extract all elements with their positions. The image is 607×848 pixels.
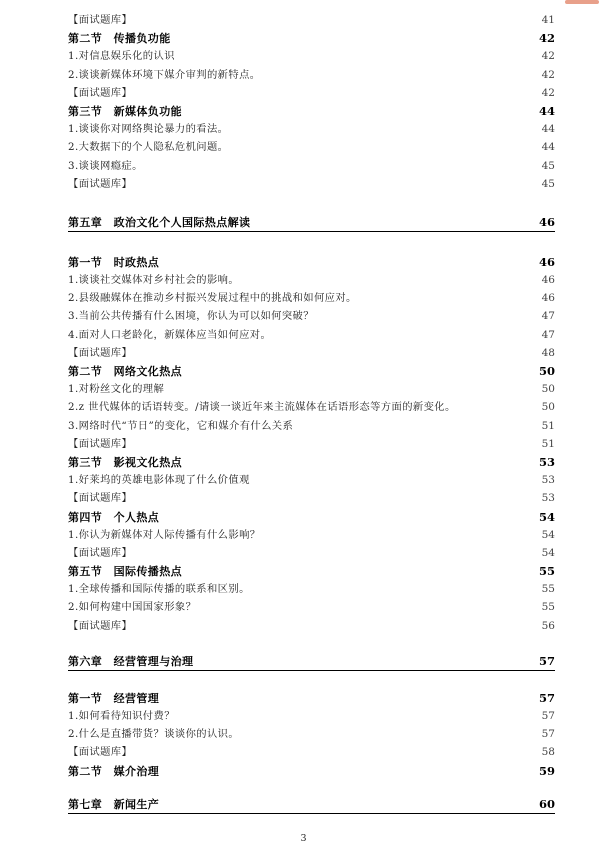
- toc-entry-page: 47: [541, 328, 555, 341]
- toc-entry-page: 53: [538, 454, 555, 469]
- toc-item-entry[interactable]: [68, 435, 555, 453]
- toc-item-entry[interactable]: [68, 380, 555, 398]
- toc-entry-title: 第三节 新媒体负功能: [68, 104, 182, 118]
- toc-item-entry[interactable]: [68, 743, 555, 761]
- toc-entry-page: 54: [541, 528, 555, 541]
- header-decoration: [565, 0, 599, 4]
- toc-entry-title: 3.当前公共传播有什么困境，你认为可以如何突破？: [68, 310, 314, 323]
- toc-entry-title: 【面试题库】: [68, 437, 133, 450]
- toc-entry-title: 4.面对人口老龄化，新媒体应当如何应对。: [68, 328, 272, 341]
- toc-entry-page: 54: [541, 546, 555, 559]
- toc-item-entry[interactable]: [68, 289, 555, 307]
- toc-entry-page: 56: [541, 619, 555, 632]
- toc-entry-title: 2.大数据下的个人隐私危机问题。: [68, 141, 229, 154]
- toc-item-entry[interactable]: [68, 344, 555, 362]
- page-number: 3: [300, 833, 307, 844]
- toc-item-entry[interactable]: [68, 471, 555, 489]
- toc-entry-page: 50: [541, 383, 555, 396]
- toc-item-entry[interactable]: [68, 398, 555, 416]
- toc-section-entry[interactable]: [68, 562, 555, 580]
- toc-item-entry[interactable]: [68, 120, 555, 138]
- toc-entry-title: 【面试题库】: [68, 619, 133, 632]
- spacer: [68, 193, 555, 214]
- toc-entry-title: 第一节 经营管理: [68, 691, 160, 705]
- toc-entry-title: 【面试题库】: [68, 14, 133, 26]
- toc-entry-page: 47: [541, 310, 555, 323]
- toc-entry-page: 50: [541, 401, 555, 414]
- toc-entry-page: 55: [538, 564, 555, 579]
- spacer: [68, 635, 555, 653]
- toc-entry-title: 第五章 政治文化个人国际热点解读: [68, 215, 251, 229]
- toc-entry-page: 48: [541, 346, 555, 359]
- toc-entry-page: 46: [541, 274, 555, 287]
- toc-entry-title: 1.全球传播和国际传播的联系和区别。: [68, 583, 250, 596]
- toc-section-entry[interactable]: [68, 453, 555, 471]
- toc-entry-page: 53: [541, 492, 555, 505]
- toc-entry-title: 1.谈谈你对网络舆论暴力的看法。: [68, 123, 229, 136]
- toc-entry-page: 46: [538, 254, 555, 269]
- toc-entry-page: 58: [541, 746, 555, 759]
- toc-entry-page: 51: [541, 437, 555, 450]
- toc-section-entry[interactable]: [68, 102, 555, 120]
- toc-entry-page: 44: [541, 141, 555, 154]
- toc-section-entry[interactable]: [68, 362, 555, 380]
- toc-item-entry[interactable]: [68, 598, 555, 616]
- toc-item-entry[interactable]: [68, 326, 555, 344]
- toc-item-entry[interactable]: [68, 84, 555, 102]
- toc-entry-title: 1.好莱坞的英雄电影体现了什么价值观: [68, 474, 250, 487]
- toc-entry-page: 41: [541, 14, 555, 26]
- toc-entry-title: 第四节 个人热点: [68, 510, 160, 524]
- toc-entry-page: 59: [538, 763, 555, 778]
- toc-item-entry[interactable]: [68, 526, 555, 544]
- toc-chapter-entry[interactable]: [68, 796, 555, 814]
- toc-section-entry[interactable]: [68, 29, 555, 47]
- toc-entry-title: 2.县级融媒体在推动乡村振兴发展过程中的挑战和如何应对。: [68, 292, 357, 305]
- toc-entry-page: 44: [541, 123, 555, 136]
- toc-entry-title: 【面试题库】: [68, 492, 133, 505]
- toc-entry-title: 第二节 媒介治理: [68, 764, 160, 778]
- toc-section-entry[interactable]: [68, 689, 555, 707]
- toc-item-entry[interactable]: [68, 725, 555, 743]
- toc-item-entry[interactable]: [68, 138, 555, 156]
- toc-entry-page: 42: [541, 50, 555, 63]
- toc-item-entry[interactable]: [68, 157, 555, 175]
- toc-entry-title: 1.对信息娱乐化的认识: [68, 50, 175, 63]
- toc-entry-page: 54: [538, 509, 555, 524]
- toc-item-entry[interactable]: [68, 271, 555, 289]
- toc-entry-page: 57: [541, 728, 555, 741]
- toc-entry-title: 2.z 世代媒体的话语转变。/请谈一谈近年来主流媒体在话语形态等方面的新变化。: [68, 401, 456, 414]
- toc-entry-title: 1.如何看待知识付费？: [68, 710, 175, 722]
- toc-entry-page: 42: [541, 86, 555, 99]
- toc-item-entry[interactable]: [68, 489, 555, 507]
- toc-item-entry[interactable]: [68, 580, 555, 598]
- spacer: [68, 232, 555, 253]
- toc-entry-title: 第六章 经营管理与治理: [68, 654, 194, 668]
- toc-entry-title: 第五节 国际传播热点: [68, 565, 182, 579]
- toc-entry-page: 50: [538, 364, 555, 378]
- toc-entry-title: 1.对粉丝文化的理解: [68, 383, 165, 396]
- toc-entry-page: 44: [538, 103, 555, 118]
- toc-entry-page: 46: [538, 214, 555, 229]
- toc-entry-title: 第三节 影视文化热点: [68, 455, 182, 469]
- toc-entry-title: 第二节 网络文化热点: [68, 365, 182, 378]
- spacer: [68, 671, 555, 689]
- toc-entry-page: 55: [541, 601, 555, 614]
- toc-entry-title: 【面试题库】: [68, 546, 133, 559]
- toc-entry-title: 【面试题库】: [68, 86, 133, 99]
- toc-entry-page: 60: [538, 796, 555, 811]
- toc-entry-page: 57: [538, 653, 555, 668]
- toc-item-entry[interactable]: [68, 307, 555, 325]
- toc-entry-page: 57: [538, 690, 555, 705]
- spacer: [68, 780, 555, 796]
- toc-entry-page: 46: [541, 292, 555, 305]
- toc-entry-title: 1.你认为新媒体对人际传播有什么影响？: [68, 528, 261, 541]
- toc-entry-page: 45: [541, 159, 555, 172]
- toc-entry-page: 55: [541, 583, 555, 596]
- toc-entry-title: 第二节 传播负功能: [68, 32, 171, 46]
- toc-entry-title: 第一节 时政热点: [68, 255, 160, 269]
- toc-item-entry[interactable]: [68, 175, 555, 193]
- toc-entry-page: 45: [541, 177, 555, 190]
- toc-entry-title: 2.谈谈新媒体环境下媒介审判的新特点。: [68, 68, 261, 81]
- toc-chapter-entry[interactable]: [68, 214, 555, 232]
- toc-entry-page: 42: [538, 31, 555, 46]
- toc-entry-page: 42: [541, 68, 555, 81]
- toc-entry-title: 1.谈谈社交媒体对乡村社会的影响。: [68, 274, 240, 287]
- toc-item-entry[interactable]: [68, 617, 555, 635]
- toc-section-entry[interactable]: [68, 762, 555, 780]
- toc-entry-title: 3.网络时代“节日”的变化，它和媒介有什么关系: [68, 419, 294, 432]
- toc-item-entry[interactable]: [68, 11, 555, 29]
- table-of-contents: [68, 11, 555, 814]
- toc-entry-page: 53: [541, 474, 555, 487]
- toc-entry-title: 3.谈谈网瘾症。: [68, 159, 143, 172]
- toc-entry-title: 2.什么是直播带货？谈谈你的认识。: [68, 728, 240, 741]
- toc-section-entry[interactable]: [68, 253, 555, 271]
- toc-item-entry[interactable]: [68, 707, 555, 725]
- toc-entry-title: 【面试题库】: [68, 177, 133, 190]
- toc-entry-title: 第七章 新闻生产: [68, 797, 160, 811]
- toc-entry-title: 【面试题库】: [68, 746, 133, 759]
- toc-section-entry[interactable]: [68, 508, 555, 526]
- toc-entry-title: 【面试题库】: [68, 346, 133, 359]
- toc-entry-title: 2.如何构建中国国家形象？: [68, 601, 197, 614]
- toc-entry-page: 51: [541, 419, 555, 432]
- toc-item-entry[interactable]: [68, 417, 555, 435]
- toc-item-entry[interactable]: [68, 66, 555, 84]
- toc-chapter-entry[interactable]: [68, 653, 555, 671]
- toc-item-entry[interactable]: [68, 47, 555, 65]
- toc-entry-page: 57: [541, 710, 555, 722]
- toc-item-entry[interactable]: [68, 544, 555, 562]
